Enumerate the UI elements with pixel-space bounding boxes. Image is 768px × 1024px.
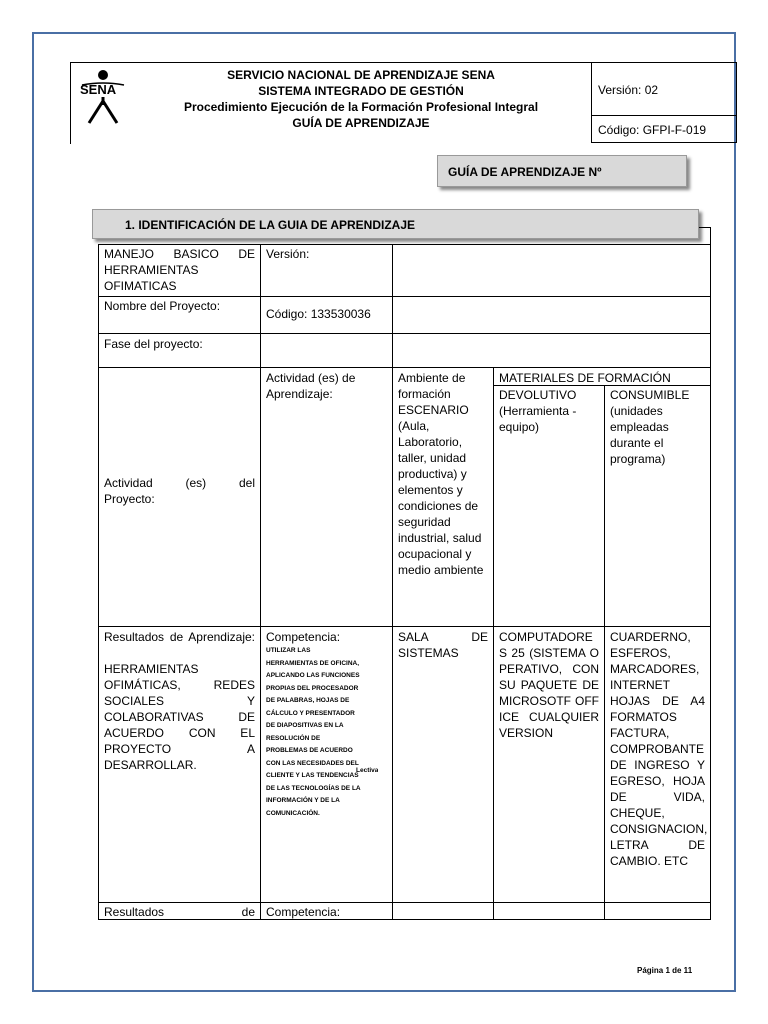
svg-text:SENA: SENA [80, 82, 117, 97]
lectiva-label: Lectiva [356, 767, 379, 774]
guide-number-box: GUÍA DE APRENDIZAJE Nº [437, 155, 687, 187]
project-name-label: Nombre del Proyecto: [104, 299, 221, 313]
sena-logo-icon [77, 67, 129, 127]
materials-header: MATERIALES DE FORMACIÓN [499, 371, 671, 385]
section-title-bar: 1. IDENTIFICACIÓN DE LA GUIA DE APRENDIZAJE [92, 209, 699, 239]
competence-cell [261, 628, 392, 821]
project-activity-label: Actividad (es) del Proyecto: [104, 476, 255, 506]
page-number: Página 1 de 11 [637, 966, 693, 975]
learning-activity-label: Actividad (es) de Aprendizaje: [266, 371, 356, 401]
competence-label: Competencia: [266, 630, 341, 644]
learning-results-label: Resultados de Aprendizaje: [104, 630, 255, 644]
header-line-3: Procedimiento Ejecución de la Formación Profesional Integral [183, 100, 539, 114]
code-cell: Código: 133530036 [266, 307, 371, 321]
header-line-4: GUÍA DE APRENDIZAJE [292, 116, 430, 130]
returnable-materials-label: DEVOLUTIVO (Herramienta - equipo) [499, 388, 577, 434]
code-label: Código: GFPI-F-019 [598, 123, 707, 137]
document-header [70, 62, 737, 143]
header-line-1: SERVICIO NACIONAL DE APRENDIZAJE SENA [227, 68, 495, 82]
course-name-cell: MANEJO BASICO DE HERRAMIENTAS OFIMATICAS [104, 247, 255, 293]
learning-results-label-2: Resultados de [104, 905, 255, 919]
learning-results-cell [99, 628, 260, 774]
learning-results-text: HERRAMIENTAS OFIMÁTICAS, REDES SOCIALES Y COLABORATIVAS DE ACUERDO CON EL PROYECTO A DESARROLLAR. [104, 662, 255, 772]
competence-label-2: Competencia: [266, 905, 341, 919]
header-title [131, 67, 591, 131]
returnable-materials-value [494, 628, 604, 742]
competence-text: UTILIZAR LAS HERRAMIENTAS DE OFICINA, APLICANDO LAS FUNCIONES PROPIAS DEL PROCESADOR DE PALABRAS, HOJAS DE CÁLCULO Y PRESENTADOR DE DIAPOSITIVAS EN LA RESOLUCIÓN DE PROBLEMAS DE ACUERDO CON LAS NECESIDADES DEL CLIENTE Y LAS TENDENCIAS DE LAS TECNOLOGÍAS DE LA INFORMACIÓN Y DE LA COMUNICACIÓN. [266, 647, 361, 817]
header-meta [591, 63, 737, 143]
training-environment-value: SALA DE SISTEMAS [398, 630, 488, 660]
project-phase-label: Fase del proyecto: [104, 337, 203, 351]
consumable-materials-value: CUARDERNO, ESFEROS, MARCADORES, INTERNET HOJAS DE A4 FORMATOS FACTURA, COMPROBANTE DE INGRESO Y EGRESO, HOJA DE VIDA, CHEQUE, CONSIGNACION, LETRA DE CAMBIO. ETC [610, 630, 708, 868]
training-environment-label: Ambiente de formación ESCENARIO (Aula, Laboratorio, taller, unidad productiva) y elementos y condiciones de seguridad industrial, salud ocupacional y medio ambiente [398, 371, 484, 577]
version-cell-label: Versión: [266, 247, 310, 261]
header-line-2: SISTEMA INTEGRADO DE GESTIÓN [258, 84, 464, 98]
version-label: Versión: 02 [598, 83, 659, 97]
consumable-materials-label: CONSUMIBLE (unidades empleadas durante el programa) [610, 388, 690, 466]
returnable-materials-text: COMPUTADORES 25 (SISTEMA OPERATIVO, CON SU PAQUETE DE MICROSOTF OFFICE CUALQUIER VERSION [499, 630, 599, 740]
